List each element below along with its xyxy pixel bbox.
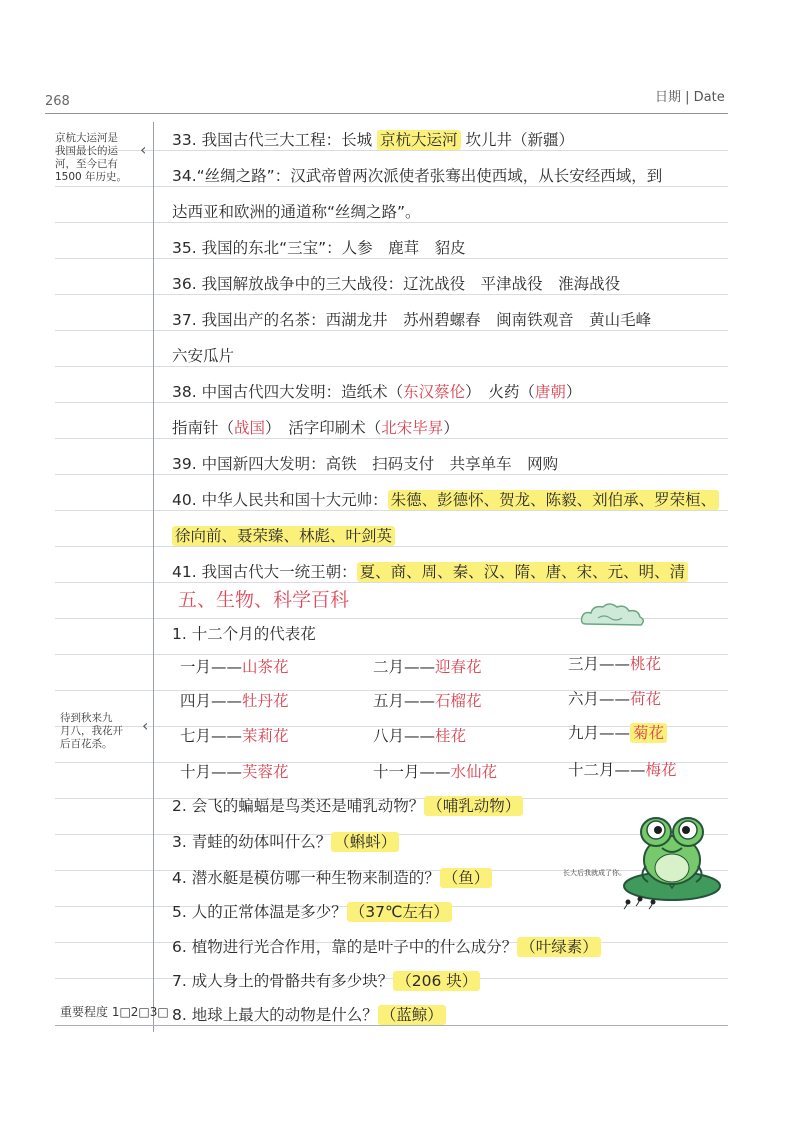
answer: （哺乳动物） xyxy=(424,796,523,816)
highlight: 菊花 xyxy=(630,723,667,743)
tadpole-icon xyxy=(622,890,662,910)
qa-item: 8. 地球上最大的动物是什么？ （蓝鲸） xyxy=(172,1003,446,1025)
answer: （206 块） xyxy=(393,971,480,991)
cloud-icon xyxy=(578,600,648,630)
highlight: 夏、商、周、秦、汉、隋、唐、宋、元、明、清 xyxy=(357,562,689,582)
highlight: 朱德、彭德怀、贺龙、陈毅、刘伯承、罗荣桓、 xyxy=(388,490,720,510)
month-flower: 一月——山茶花 xyxy=(180,658,289,676)
month-flower: 二月——迎春花 xyxy=(373,658,482,676)
note-line: 京杭大运河是 xyxy=(55,132,118,144)
qa-item: 5. 人的正常体温是多少？ （37℃左右） xyxy=(172,900,452,922)
ruled-line xyxy=(55,366,728,367)
item-37-line2: 六安瓜片 xyxy=(172,347,235,365)
item-38-line1: 38. 中国古代四大发明：造纸术（东汉蔡伦） 火药（唐朝） xyxy=(172,383,582,401)
ruled-line xyxy=(55,438,728,439)
item-40-line1: 40. 中华人民共和国十大元帅： 朱德、彭德怀、贺龙、陈毅、刘伯承、罗荣桓、 xyxy=(172,488,719,510)
month-flower: 十二月——梅花 xyxy=(568,761,677,779)
qa-item: 4. 潜水艇是模仿哪一种生物来制造的？ （鱼） xyxy=(172,866,492,888)
page-number: 268 xyxy=(45,94,70,109)
ruled-line xyxy=(55,258,728,259)
item-34-line2: 达西亚和欧洲的通道称“丝绸之路”。 xyxy=(172,203,421,221)
item-38-line2: 指南针（战国） 活字印刷术（北宋毕昇） xyxy=(172,419,459,437)
ruled-line xyxy=(55,150,728,151)
answer: （叶绿素） xyxy=(517,937,601,957)
item-34-line1: 34.“丝绸之路”：汉武帝曾两次派使者张骞出使西域，从长安经西域，到 xyxy=(172,167,663,185)
qa-item: 3. 青蛙的幼体叫什么？ （蝌蚪） xyxy=(172,830,399,852)
ruled-line xyxy=(55,222,728,223)
note-line: 1500 年历史。 xyxy=(55,171,128,183)
item-41: 41. 我国古代大一统王朝： 夏、商、周、秦、汉、隋、唐、宋、元、明、清 xyxy=(172,560,688,582)
section-title: 五、生物、科学百科 xyxy=(178,589,350,611)
answer: （37℃左右） xyxy=(347,902,452,922)
month-flower: 五月——石榴花 xyxy=(373,692,482,710)
margin-note-canal xyxy=(55,132,127,184)
margin-line xyxy=(153,122,154,1032)
answer: （鱼） xyxy=(440,868,493,888)
item-37-line1: 37. 我国出产的名茶：西湖龙井 苏州碧螺春 闽南铁观音 黄山毛峰 xyxy=(172,311,652,329)
answer: （蓝鲸） xyxy=(378,1005,446,1025)
margin-note-poem xyxy=(60,712,123,751)
note-line: 月八，我花开 xyxy=(60,725,123,737)
arrow-icon: ‹ xyxy=(140,140,147,159)
frog-caption: 长大后我就成了你。 xyxy=(563,869,626,877)
date-label: 日期 | Date xyxy=(655,90,725,105)
ruled-line xyxy=(55,474,728,475)
month-flower: 三月——桃花 xyxy=(568,655,662,673)
month-flower: 四月——牡丹花 xyxy=(180,692,289,710)
ruled-line xyxy=(55,546,728,547)
month-flower: 十一月——水仙花 xyxy=(373,763,498,781)
month-flower: 七月——茉莉花 xyxy=(180,727,289,745)
answer: （蝌蚪） xyxy=(331,832,399,852)
highlight: 徐向前、聂荣臻、林彪、叶剑英 xyxy=(172,526,395,546)
ruled-line xyxy=(55,186,728,187)
header-rule xyxy=(45,113,728,114)
ruled-line xyxy=(55,402,728,403)
month-flower: 八月——桂花 xyxy=(373,727,467,745)
note-line: 河，至今已有 xyxy=(55,158,118,170)
footer-rule xyxy=(55,1025,728,1026)
item-36: 36. 我国解放战争中的三大战役：辽沈战役 平津战役 淮海战役 xyxy=(172,275,621,293)
month-flower: 十月——芙蓉花 xyxy=(180,763,289,781)
ruled-line xyxy=(55,330,728,331)
note-line: 我国最长的运 xyxy=(55,145,118,157)
importance-rating: 重要程度 1□2□3□ xyxy=(60,1005,169,1019)
qa-item: 2. 会飞的蝙蝠是鸟类还是哺乳动物？ （哺乳动物） xyxy=(172,794,523,816)
item-35: 35. 我国的东北“三宝”：人参 鹿茸 貂皮 xyxy=(172,239,466,257)
item-40-line2 xyxy=(172,524,395,546)
qa-item: 7. 成人身上的骨骼共有多少块？ （206 块） xyxy=(172,969,480,991)
highlight: 京杭大运河 xyxy=(377,130,461,150)
ruled-line xyxy=(55,294,728,295)
item-33: 33. 我国古代三大工程：长城 京杭大运河 坎儿井（新疆） xyxy=(172,131,574,149)
note-line: 后百花杀。 xyxy=(60,738,113,750)
note-line: 待到秋来九 xyxy=(60,712,113,724)
month-flower: 六月——荷花 xyxy=(568,690,662,708)
arrow-icon: ‹ xyxy=(142,716,149,735)
ruled-line xyxy=(55,510,728,511)
month-flower: 九月—— 菊花 xyxy=(568,721,667,743)
flowers-title: 1. 十二个月的代表花 xyxy=(172,625,316,643)
item-39: 39. 中国新四大发明：高铁 扫码支付 共享单车 网购 xyxy=(172,455,559,473)
qa-item: 6. 植物进行光合作用，靠的是叶子中的什么成分？ （叶绿素） xyxy=(172,935,601,957)
ruled-line xyxy=(55,582,728,583)
